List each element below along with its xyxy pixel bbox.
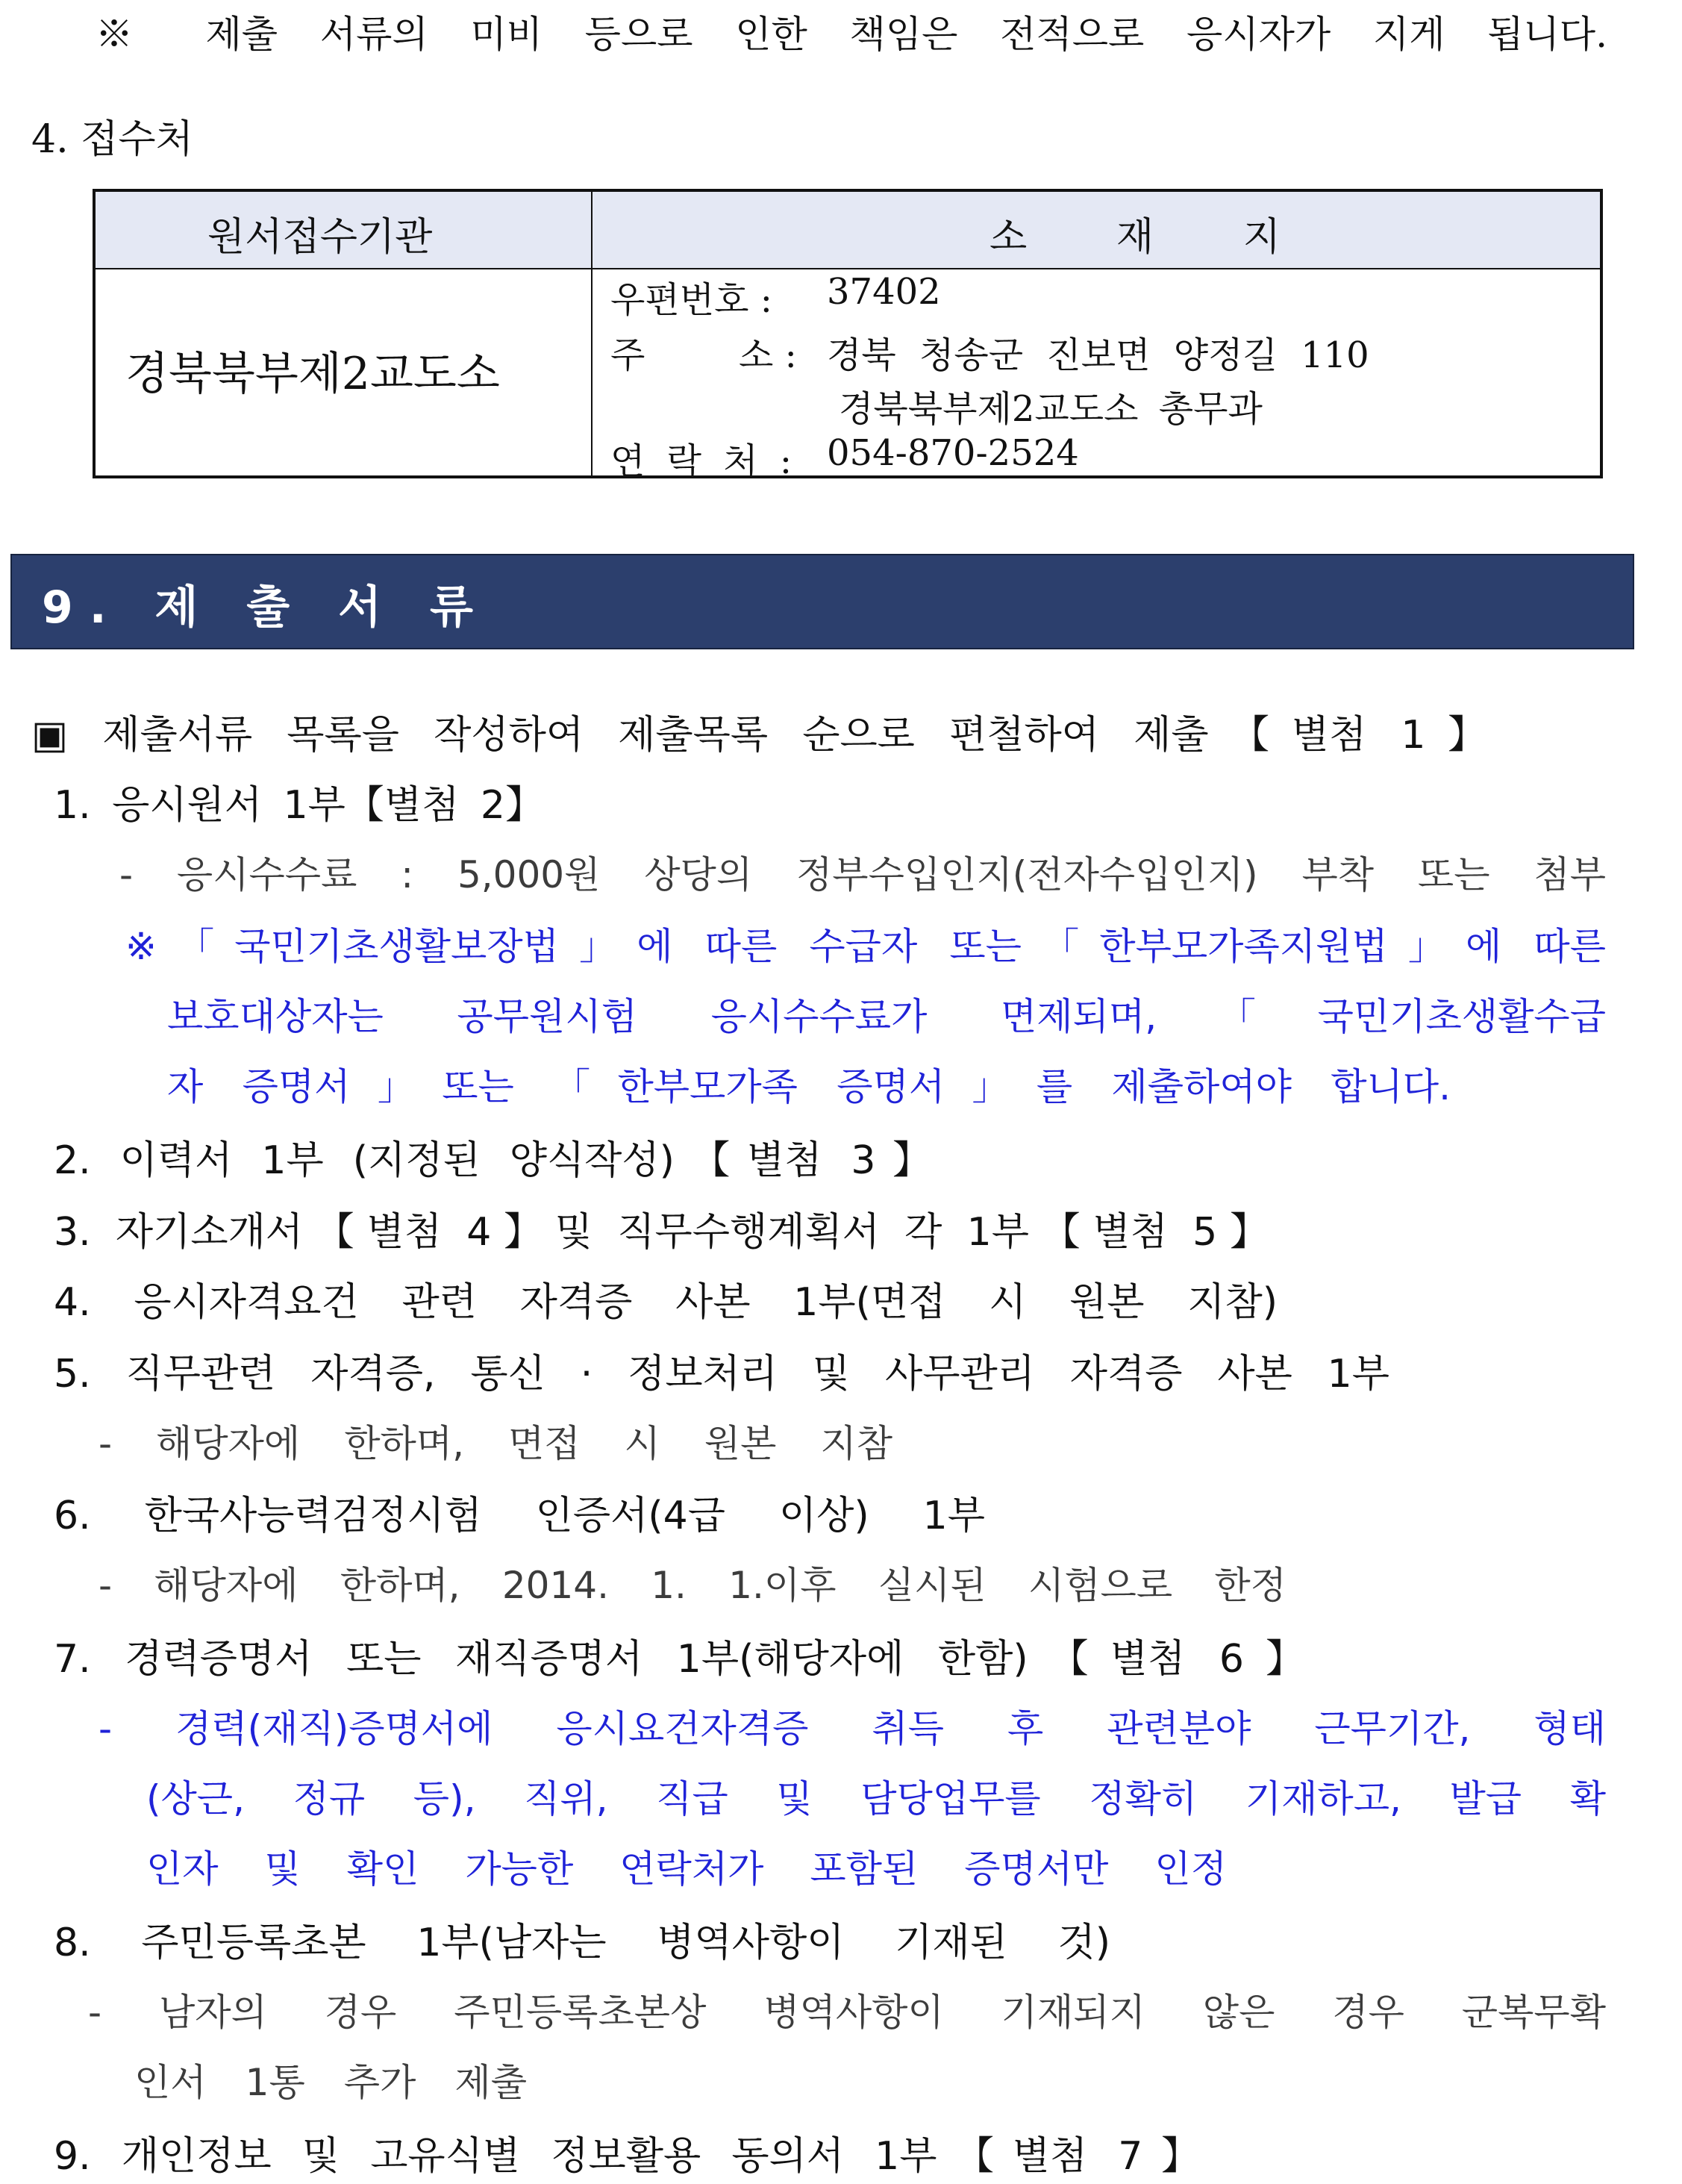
documents-intro: ▣ 제출서류 목록을 작성하여 제출목록 순으로 편철하여 제출【별첨 1】 xyxy=(31,713,1486,758)
address-line-1: 경북 청송군 진보면 양정길 110 xyxy=(827,334,1369,376)
list-item-8-note-line-1: - 남자의 경우 주민등록초본상 병역사항이 기재되지 않은 경우 군복무확 xyxy=(88,1991,1606,2034)
list-item-7-note-line-2: (상근, 정규 등), 직위, 직급 및 담당업무를 정확히 기재하고, 발급 확 xyxy=(146,1777,1606,1820)
address-label-b: 소 : xyxy=(739,334,797,376)
table-column-divider xyxy=(591,192,593,475)
list-item-1-note-line-3: 자 증명서」또는 「한부모가족 증명서」를 제출하여야 합니다. xyxy=(167,1065,1451,1108)
list-item-3: 3. 자기소개서【별첨 4】및 직무수행계획서 각 1부【별첨 5】 xyxy=(54,1210,1269,1255)
agency-name: 경북북부제2교도소 xyxy=(125,348,500,400)
list-item-1: 1. 응시원서 1부【별첨 2】 xyxy=(54,783,544,828)
col-header-agency: 원서접수기관 xyxy=(207,215,433,260)
reception-heading: 4. 접수처 xyxy=(31,117,193,162)
col-header-location: 소 재 지 xyxy=(989,215,1281,260)
notice-liability: ※ 제출 서류의 미비 등으로 인한 책임은 전적으로 응시자가 지게 됩니다. xyxy=(96,13,1607,56)
list-item-1-fee: - 응시수수료 : 5,000원 상당의 정부수입인지(전자수입인지) 부착 또는 첨부 xyxy=(119,853,1606,896)
list-item-4: 4. 응시자격요건 관련 자격증 사본 1부(면접 시 원본 지참) xyxy=(54,1280,1278,1325)
list-item-9: 9. 개인정보 및 고유식별 정보활용 동의서 1부【별첨 7】 xyxy=(54,2134,1200,2179)
list-item-7-note-line-3: 인자 및 확인 가능한 연락처가 포함된 증명서만 인정 xyxy=(146,1847,1227,1891)
list-item-2: 2. 이력서 1부 (지정된 양식작성)【별첨 3】 xyxy=(54,1138,931,1183)
contact-value: 054-870-2524 xyxy=(827,432,1079,474)
list-item-1-note-line-1: ※「국민기초생활보장법」에 따른 수급자 또는「한부모가족지원법」에 따른 xyxy=(125,925,1606,968)
list-item-5: 5. 직무관련 자격증, 통신 · 정보처리 및 사무관리 자격증 사본 1부 xyxy=(54,1352,1389,1397)
postal-value: 37402 xyxy=(827,271,941,313)
list-item-1-note-line-2: 보호대상자는 공무원시험 응시수수료가 면제되며,「국민기초생활수급 xyxy=(167,995,1606,1038)
list-item-6-note: - 해당자에 한하며, 2014. 1. 1.이후 실시된 시험으로 한정 xyxy=(99,1564,1286,1607)
section-banner xyxy=(10,554,1634,649)
address-label-a: 주 xyxy=(610,334,645,376)
list-item-6: 6. 한국사능력검정시험 인증서(4급 이상) 1부 xyxy=(54,1494,985,1538)
contact-label: 연 락 처 : xyxy=(610,440,792,482)
postal-label: 우편번호 : xyxy=(610,279,772,321)
list-item-8: 8. 주민등록초본 1부(남자는 병역사항이 기재된 것) xyxy=(54,1921,1110,1965)
list-item-7: 7. 경력증명서 또는 재직증명서 1부(해당자에 한함)【별첨 6】 xyxy=(54,1637,1304,1682)
address-line-2: 경북북부제2교도소 총무과 xyxy=(839,388,1263,430)
list-item-5-note: - 해당자에 한하며, 면접 시 원본 지참 xyxy=(99,1422,892,1465)
list-item-7-note-line-1: - 경력(재직)증명서에 응시요건자격증 취득 후 관련분야 근무기간, 형태 xyxy=(99,1707,1606,1750)
section-title: 9. 제 출 서 류 xyxy=(42,581,490,634)
reception-table xyxy=(93,189,1603,482)
list-item-8-note-line-2: 인서 1통 추가 제출 xyxy=(134,2061,527,2104)
